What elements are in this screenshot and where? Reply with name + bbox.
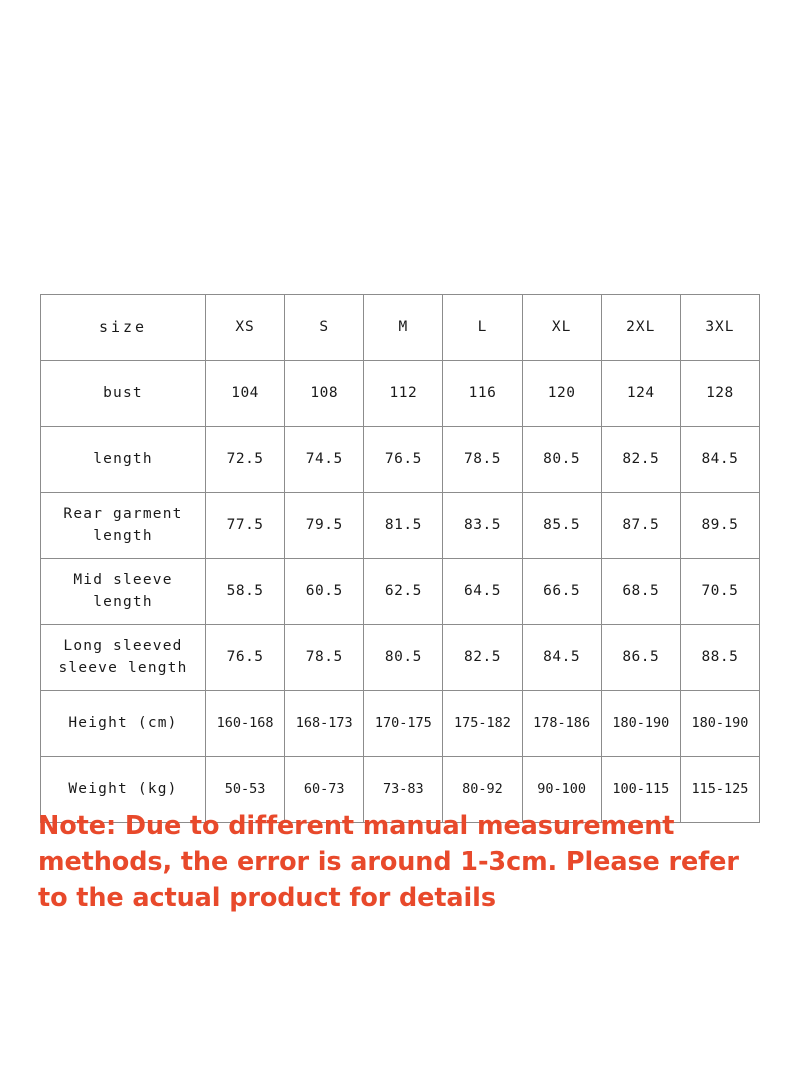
cell-height-xs: 160-168 xyxy=(206,691,285,757)
cell-long-2xl: 86.5 xyxy=(601,625,680,691)
header-cell-l: L xyxy=(443,295,522,361)
row-label-bust: bust xyxy=(41,361,206,427)
row-label-line2: sleeve length xyxy=(58,659,188,676)
cell-bust-2xl: 124 xyxy=(601,361,680,427)
cell-length-3xl: 84.5 xyxy=(680,427,759,493)
cell-height-m: 170-175 xyxy=(364,691,443,757)
row-label-line1: Mid sleeve xyxy=(73,572,173,589)
cell-weight-2xl: 100-115 xyxy=(601,757,680,823)
table-row xyxy=(41,361,760,427)
row-label-line1: Rear garment xyxy=(63,506,183,523)
cell-length-2xl: 82.5 xyxy=(601,427,680,493)
cell-mid-s: 60.5 xyxy=(285,559,364,625)
cell-mid-l: 64.5 xyxy=(443,559,522,625)
cell-height-2xl: 180-190 xyxy=(601,691,680,757)
row-label-line1: Long sleeved xyxy=(63,638,183,655)
cell-weight-xl: 90-100 xyxy=(522,757,601,823)
row-label-height: Height (cm) xyxy=(41,691,206,757)
cell-long-xl: 84.5 xyxy=(522,625,601,691)
cell-rear-s: 79.5 xyxy=(285,493,364,559)
cell-rear-l: 83.5 xyxy=(443,493,522,559)
cell-long-s: 78.5 xyxy=(285,625,364,691)
cell-rear-m: 81.5 xyxy=(364,493,443,559)
cell-weight-xs: 50-53 xyxy=(206,757,285,823)
row-label-line2: length xyxy=(93,593,153,610)
cell-mid-m: 62.5 xyxy=(364,559,443,625)
row-label-mid-sleeve-length xyxy=(41,559,206,625)
table-row xyxy=(41,625,760,691)
cell-rear-3xl: 89.5 xyxy=(680,493,759,559)
cell-length-l: 78.5 xyxy=(443,427,522,493)
table-row xyxy=(41,493,760,559)
size-chart-table-container xyxy=(40,294,760,823)
row-label-long-sleeved-sleeve-length xyxy=(41,625,206,691)
cell-weight-3xl: 115-125 xyxy=(680,757,759,823)
cell-length-s: 74.5 xyxy=(285,427,364,493)
cell-weight-m: 73-83 xyxy=(364,757,443,823)
cell-mid-xs: 58.5 xyxy=(206,559,285,625)
cell-mid-xl: 66.5 xyxy=(522,559,601,625)
cell-weight-s: 60-73 xyxy=(285,757,364,823)
row-label-rear-garment-length xyxy=(41,493,206,559)
cell-long-m: 80.5 xyxy=(364,625,443,691)
cell-rear-xs: 77.5 xyxy=(206,493,285,559)
header-cell-xs: XS xyxy=(206,295,285,361)
row-label-length: length xyxy=(41,427,206,493)
cell-length-m: 76.5 xyxy=(364,427,443,493)
cell-bust-xl: 120 xyxy=(522,361,601,427)
header-cell-m: M xyxy=(364,295,443,361)
cell-mid-2xl: 68.5 xyxy=(601,559,680,625)
header-cell-2xl: 2XL xyxy=(601,295,680,361)
measurement-note: Note: Due to different manual measurement methods, the error is around 1-3cm. Please refer to the actual product for details xyxy=(38,811,739,914)
cell-length-xs: 72.5 xyxy=(206,427,285,493)
header-cell-s: S xyxy=(285,295,364,361)
cell-rear-xl: 85.5 xyxy=(522,493,601,559)
cell-bust-m: 112 xyxy=(364,361,443,427)
row-label-weight: Weight (kg) xyxy=(41,757,206,823)
table-header-row xyxy=(41,295,760,361)
header-cell-xl: XL xyxy=(522,295,601,361)
cell-height-3xl: 180-190 xyxy=(680,691,759,757)
cell-bust-3xl: 128 xyxy=(680,361,759,427)
cell-length-xl: 80.5 xyxy=(522,427,601,493)
row-label-line2: length xyxy=(93,527,153,544)
cell-height-xl: 178-186 xyxy=(522,691,601,757)
cell-bust-l: 116 xyxy=(443,361,522,427)
table-row xyxy=(41,427,760,493)
cell-rear-2xl: 87.5 xyxy=(601,493,680,559)
cell-bust-xs: 104 xyxy=(206,361,285,427)
header-cell-3xl: 3XL xyxy=(680,295,759,361)
cell-mid-3xl: 70.5 xyxy=(680,559,759,625)
size-chart-table xyxy=(40,294,760,823)
cell-long-l: 82.5 xyxy=(443,625,522,691)
cell-bust-s: 108 xyxy=(285,361,364,427)
cell-weight-l: 80-92 xyxy=(443,757,522,823)
table-row xyxy=(41,559,760,625)
cell-long-3xl: 88.5 xyxy=(680,625,759,691)
cell-long-xs: 76.5 xyxy=(206,625,285,691)
table-row xyxy=(41,691,760,757)
cell-height-l: 175-182 xyxy=(443,691,522,757)
header-cell-size: size xyxy=(41,295,206,361)
cell-height-s: 168-173 xyxy=(285,691,364,757)
